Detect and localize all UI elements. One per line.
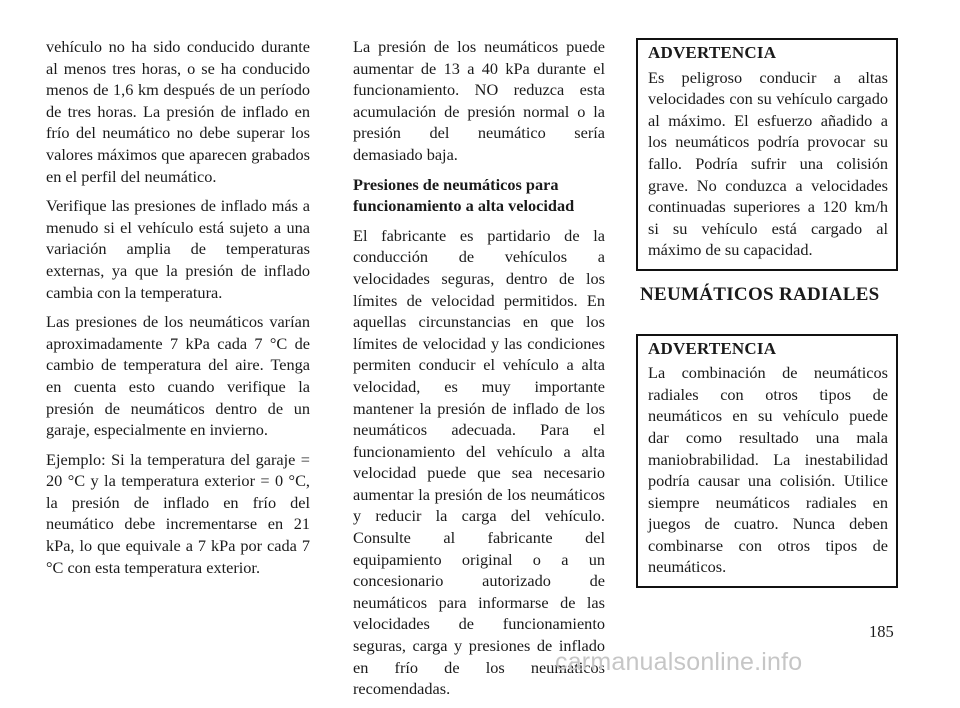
- section-title-radial-tires: NEUMÁTICOS RADIALES: [640, 283, 880, 305]
- paragraph-pressure-change: Las presiones de los neumáticos varían aproximadamente 7 kPa cada 7 °C de cambio de temperatura del aire. Tenga en cuenta esto cuando verifique la presión de neumáticos dentro de un garaje, especialmente en invierno.: [46, 312, 310, 440]
- subheading-high-speed: Presiones de neumáticos para funcionamiento a alta velocidad: [353, 174, 575, 216]
- paragraph-example: Ejemplo: Si la temperatura del garaje = 20 °C y la temperatura exterior = 0 °C, la presión de inflado en frío del neumático debe incrementarse en 21 kPa, lo que equivale a 7 kPa por cada 7 °C con esta temperatura exterior.: [46, 449, 310, 577]
- paragraph-temperature-variation: Verifique las presiones de inflado más a menudo si el vehículo está sujeto a una variación amplia de temperaturas externas, ya que la presión de inflado cambia con la temperatura.: [46, 196, 310, 302]
- warning-box-high-speed: [636, 38, 898, 271]
- warning-text: La combinación de neumáticos radiales con otros tipos de neumáticos en su vehículo puede dar como resultado una mala maniobrabilidad. La inestabilidad podría causar una colisión. Utilice siempre neumáticos radiales en juegos de cuatro. Nunca deben combinarse con otros tipos de neumáticos.: [648, 363, 888, 577]
- warning-box-radial-mixing: [636, 334, 898, 589]
- text-column-left: [46, 36, 310, 586]
- warning-title: ADVERTENCIA: [648, 338, 777, 358]
- paragraph-high-speed: El fabricante es partidario de la conducción de vehículos a velocidades seguras, dentro de los límites de velocidad permitidos. En aquellas circunstancias en que los límites de velocidad y las condiciones permiten conducir el vehículo a alta velocidad, es muy importante mantener la presión de inflado de los neumáticos adecuada. Para el funcionamiento del vehículo a alta velocidad puede que sea necesario aumentar la presión de los neumáticos y reducir la carga del vehículo. Consulte al fabricante del equipamiento original o a un concesionario autorizado de neumáticos para informarse de las velocidades de funcionamiento seguras, carga y presiones de inflado en frío de los neumáticos recomendadas.: [353, 225, 605, 699]
- warning-text: Es peligroso conducir a altas velocidades con su vehículo cargado al máximo. El esfuerzo añadido a los neumáticos podría provocar su fallo. Podría sufrir una colisión grave. No conduzca a velocidades continuadas superiores a 120 km/h si su vehículo está cargado al máximo de su capacidad.: [648, 67, 888, 260]
- text-column-middle: [353, 36, 605, 708]
- text-column-right: [636, 38, 898, 588]
- watermark: carmanualsonline.info: [555, 648, 803, 676]
- paragraph-cold-pressure: vehículo no ha sido conducido durante al menos tres horas, o se ha conducido menos de 1,6 km después de un período de tres horas. La presión de inflado en frío del neumático no debe superar los valores máximos que aparecen grabados en el perfil del neumático.: [46, 37, 310, 186]
- paragraph-pressure-increase: La presión de los neumáticos puede aumentar de 13 a 40 kPa durante el funcionamiento. NO reduzca esta acumulación de presión normal o la presión del neumático sería demasiado baja.: [353, 37, 605, 164]
- page-number: 185: [869, 622, 894, 641]
- warning-title: ADVERTENCIA: [648, 43, 777, 62]
